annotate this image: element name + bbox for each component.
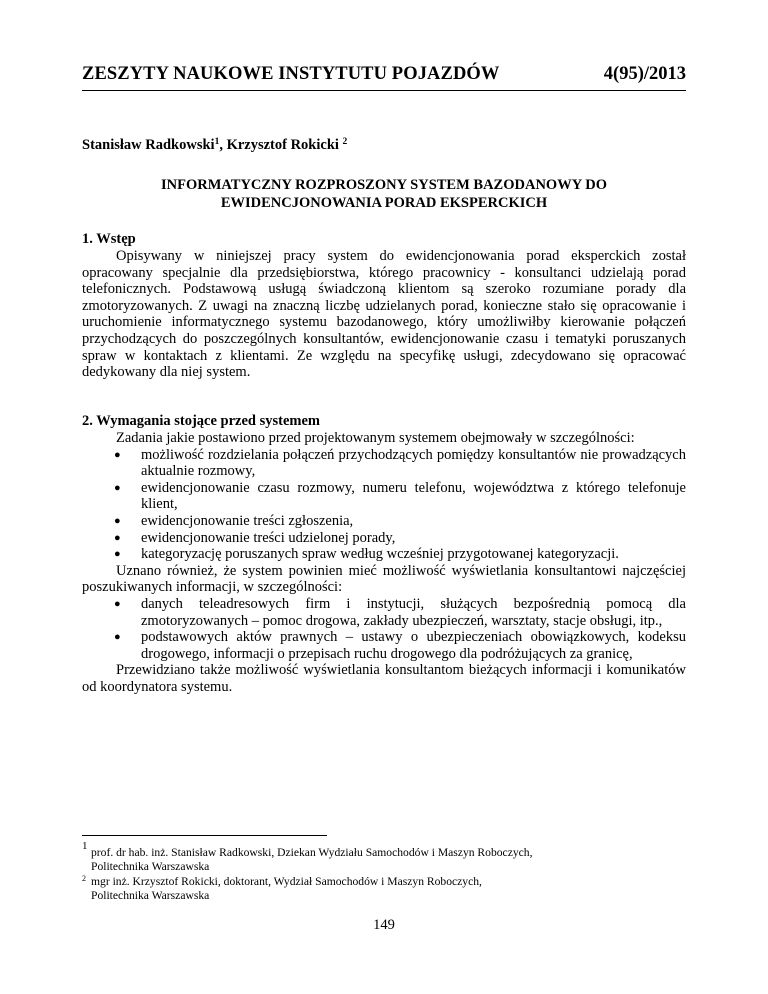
bullet-icon: ● — [114, 514, 121, 527]
body-paragraph: Zadania jakie postawiono przed projektowanym systemem obejmowały w szczególności: — [116, 430, 635, 446]
bullet-icon: ● — [114, 448, 121, 461]
author-name: Stanisław Radkowski — [82, 137, 215, 153]
footnote-marker: 1 — [82, 840, 88, 852]
list-item — [82, 629, 686, 662]
bullet-icon: ● — [114, 548, 121, 561]
footnote — [82, 875, 686, 904]
author-line — [82, 137, 347, 154]
list-item — [82, 480, 686, 513]
list-item-text: kategoryzację poruszanych spraw według wcześniej przygotowanej kategoryzacji. — [141, 546, 619, 563]
section-heading: 2. Wymagania stojące przed systemem — [82, 413, 320, 429]
section-heading: 1. Wstęp — [82, 231, 136, 247]
footnote-text: mgr inż. Krzysztof Rokicki, doktorant, Wydział Samochodów i Maszyn Roboczych, — [91, 874, 482, 888]
issue-number: 4(95)/2013 — [603, 64, 686, 84]
footnote-divider — [82, 835, 327, 836]
body-paragraph: Opisywany w niniejszej pracy system do ewidencjonowania porad eksperckich został opracowany specjalnie dla przedsiębiorstwa, którego pracownicy - konsultanci udzielają porad telefonicznych. Podstawową usługą świadczoną klientom są szeroko rozumiane porady dla zmotoryzowanych. Z uwagi na znaczną liczbę udzielanych porad, konieczne stało się opracowanie i uruchomienie informatycznego systemu bazodanowego, który umożliwiłby kierowanie połączeń przychodzących do poszczególnych konsultantów, ewidencjonowanie czasu i tematyki poruszanych spraw w kontaktach z klientami. Ze względu na specyfikę usługi, zdecydowano się opracować dedykowany dla niej system. — [82, 248, 686, 381]
requirements-list — [82, 447, 686, 563]
paper-title — [82, 176, 686, 212]
list-item-text: danych teleadresowych firm i instytucji, służących bezpośrednią pomocą dla zmotoryzowanych – pomoc drogowa, zakłady ubezpieczeń, warsztaty, stacje obsługi, itp., — [141, 595, 686, 629]
author-name: Krzysztof Rokicki — [226, 137, 343, 153]
bullet-icon: ● — [114, 531, 121, 544]
list-item — [82, 596, 686, 629]
list-item-text: podstawowych aktów prawnych – ustawy o ubezpieczeniach obowiązkowych, kodeksu drogowego, informacji o przepisach ruchu drogowego dla podróżujących za granicę, — [141, 629, 686, 662]
footnotes — [82, 840, 686, 904]
footnote-marker: 2 — [82, 873, 86, 883]
information-list — [82, 596, 686, 662]
journal-title: ZESZYTY NAUKOWE INSTYTUTU POJAZDÓW — [82, 64, 500, 84]
running-header — [82, 64, 686, 91]
list-item-text: ewidencjonowanie treści udzielonej porady, — [141, 529, 396, 546]
title-line: EWIDENCJONOWANIA PORAD EKSPERCKICH — [220, 195, 548, 211]
footnote-text: Politechnika Warszawska — [91, 860, 210, 874]
bullet-icon: ● — [114, 597, 121, 610]
author-separator: , — [219, 137, 227, 153]
list-item-text: możliwość rozdzielania połączeń przychodzących pomiędzy konsultantów nie prowadzących aktualnie rozmowy, — [141, 446, 686, 480]
title-line: INFORMATYCZNY ROZPROSZONY SYSTEM BAZODANOWY DO — [160, 177, 608, 193]
body-paragraph: Uznano również, że system powinien mieć możliwość wyświetlania konsultantowi najczęściej poszukiwanych informacji, w szczególności: — [82, 562, 686, 596]
list-item — [82, 530, 686, 547]
list-item — [82, 546, 686, 563]
body-paragraph: Przewidziano także możliwość wyświetlania konsultantom bieżących informacji i komunikatów od koordynatora systemu. — [82, 662, 686, 695]
bullet-icon: ● — [114, 481, 121, 494]
page-number: 149 — [373, 917, 395, 933]
list-item — [82, 447, 686, 480]
list-item-text: ewidencjonowanie treści zgłoszenia, — [141, 512, 354, 529]
section-requirements — [82, 413, 686, 696]
section-introduction — [82, 231, 686, 381]
footnote-marker: 2 — [342, 137, 348, 147]
footnote-marker: 1 — [214, 137, 220, 147]
list-item — [82, 513, 686, 530]
footnote-text: prof. dr hab. inż. Stanisław Radkowski, Dziekan Wydziału Samochodów i Maszyn Roboczych, — [91, 846, 533, 859]
footnote — [82, 840, 686, 875]
list-item-text: ewidencjonowanie czasu rozmowy, numeru telefonu, województwa z którego telefonuje klient, — [141, 479, 686, 513]
bullet-icon: ● — [114, 631, 121, 644]
footnote-text: Politechnika Warszawska — [91, 889, 210, 903]
